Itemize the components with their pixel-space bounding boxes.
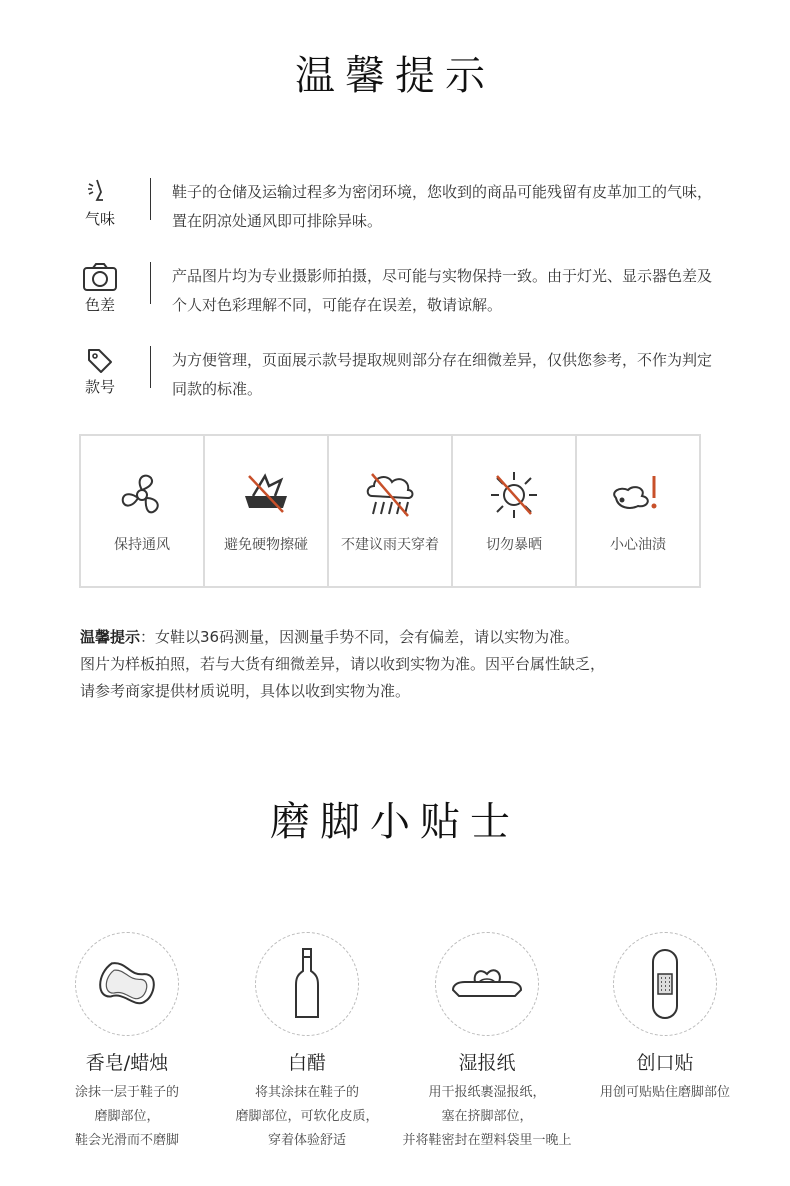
tip-text-smell: 鞋子的仓储及运输过程多为密闭环境，您收到的商品可能残留有皮革加工的气味，置在阴凉处通风即可排除异味。: [172, 183, 713, 230]
tip-row-style-number: [60, 346, 740, 406]
tip-card-wet-newspaper: [392, 932, 582, 1153]
desc-line: 塞在挤脚部位，: [441, 1109, 533, 1124]
desc-line: 穿着体验舒适: [267, 1133, 346, 1148]
icon-circle: [75, 932, 179, 1036]
care-icons-panel: [79, 434, 701, 588]
desc-line: 磨脚部位，可软化皮质，: [235, 1109, 379, 1124]
note-prefix: 温馨提示: [80, 628, 141, 646]
desc-line: 将其涂抹在鞋子的: [254, 1085, 359, 1100]
care-item-no-sun: [453, 436, 577, 586]
desc-line: 涂抹一层于鞋子的: [74, 1085, 179, 1100]
note-line-2: 图片为样板拍照，若与大货有细微差异，请以收到实物为准。因平台属性缺乏，: [80, 655, 606, 673]
care-label: 小心油渍: [610, 537, 666, 553]
care-item-oil: [577, 436, 699, 586]
page-title-anti-rub-tips: 磨脚小贴士: [270, 799, 520, 845]
tip-card-desc: [32, 1081, 222, 1153]
camera-icon: [82, 262, 118, 292]
no-sun-icon: [487, 468, 541, 522]
tip-card-title: 香皂/蜡烛: [85, 1052, 169, 1074]
desc-line: 用干报纸裹湿报纸，: [428, 1085, 546, 1100]
icon-circle: [255, 932, 359, 1036]
desc-line: 磨脚部位，: [94, 1109, 160, 1124]
care-item-ventilation: [81, 436, 205, 586]
tip-text-style-number: 为方便管理，页面展示款号提取规则部分存在细微差异，仅供您参考，不作为判定同款的标准。: [172, 351, 713, 398]
soap-icon: [97, 962, 157, 1006]
no-hard-object-icon: [239, 468, 293, 522]
nose-smell-icon: [85, 178, 115, 206]
tip-card-vinegar: [212, 932, 402, 1153]
tip-card-desc: [570, 1081, 760, 1105]
divider: [150, 346, 151, 388]
tip-card-desc: [392, 1081, 582, 1153]
tip-row-smell: [60, 178, 740, 238]
divider: [150, 178, 151, 220]
desc-line: 并将鞋密封在塑料袋里一晚上: [402, 1133, 572, 1148]
note-line-1-text: ：女鞋以36码测量，因测量手势不同，会有偏差，请以实物为准。: [140, 628, 580, 646]
band-aid-icon: [650, 948, 680, 1020]
note-line-3: 请参考商家提供材质说明，具体以收到实物为准。: [80, 682, 411, 700]
care-label: 避免硬物擦碰: [224, 537, 308, 553]
tip-card-title: 创口贴: [636, 1052, 694, 1074]
care-item-no-rain: [329, 436, 453, 586]
page-title-warm-tips: 温馨提示: [295, 53, 495, 99]
care-item-avoid-hard: [205, 436, 329, 586]
care-label: 保持通风: [114, 537, 170, 553]
tip-text-color: 产品图片均为专业摄影师拍摄，尽可能与实物保持一致。由于灯光、显示器色差及个人对色彩理解不同，可能存在误差，敬请谅解。: [172, 267, 713, 314]
tip-label-color: 色差: [84, 296, 115, 314]
note-line-1: [80, 624, 720, 651]
vinegar-bottle-icon: [293, 947, 321, 1021]
tag-icon: [85, 346, 115, 374]
icon-circle: [613, 932, 717, 1036]
care-label: 切勿暴晒: [486, 537, 542, 553]
tip-card-title: 白醋: [287, 1052, 326, 1074]
tip-row-color: [60, 262, 740, 322]
divider: [150, 262, 151, 304]
care-label: 不建议雨天穿着: [341, 537, 439, 553]
wet-wipes-icon: [449, 964, 525, 1004]
tip-label-style-number: 款号: [84, 378, 115, 396]
oil-stain-icon: [608, 468, 668, 522]
no-rain-icon: [362, 468, 418, 522]
tip-label-smell: 气味: [84, 210, 115, 228]
icon-circle: [435, 932, 539, 1036]
tip-card-soap: [32, 932, 222, 1153]
desc-line: 鞋会光滑而不磨脚: [74, 1133, 179, 1148]
tip-card-band-aid: [570, 932, 760, 1105]
size-note: [80, 624, 720, 705]
tip-card-desc: [212, 1081, 402, 1153]
tip-card-title: 湿报纸: [458, 1052, 516, 1074]
desc-line: 用创可贴贴住磨脚部位: [599, 1085, 730, 1100]
fan-icon: [115, 468, 169, 522]
